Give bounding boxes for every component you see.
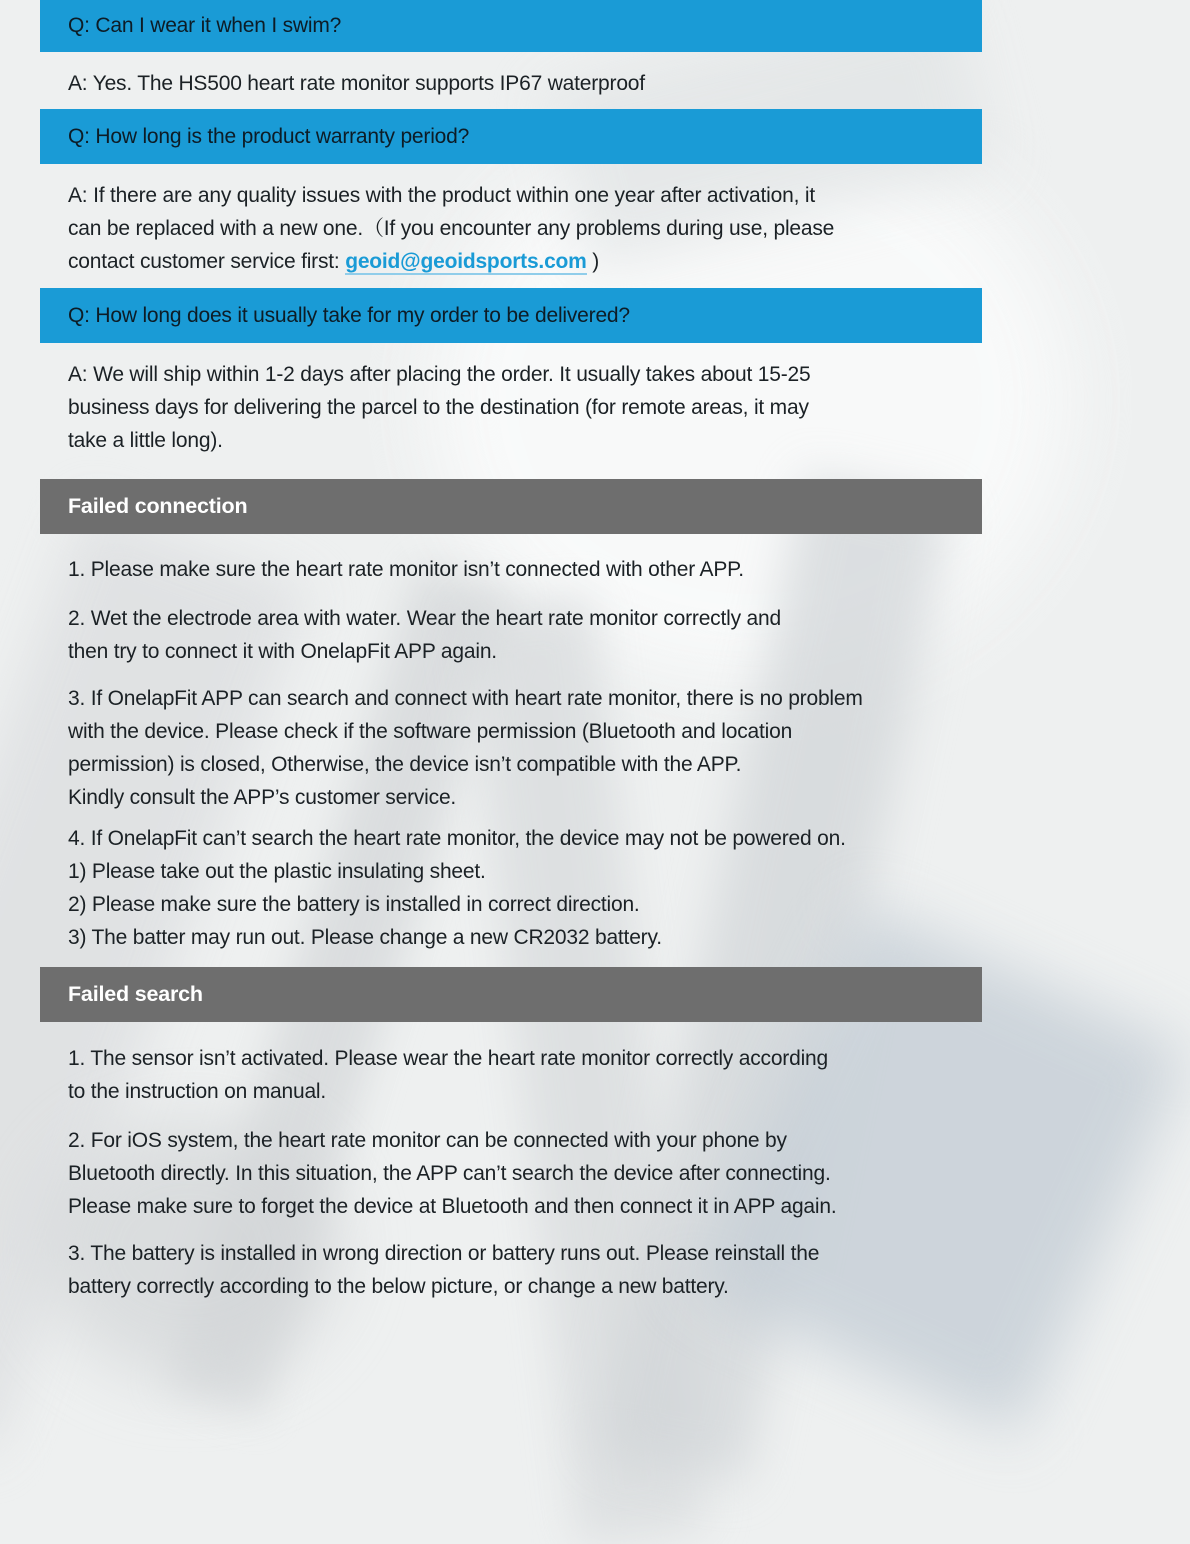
item-line: 3. The battery is installed in wrong direction or battery runs out. Please reinstall the — [68, 1242, 820, 1265]
answer-line: A: Yes. The HS500 heart rate monitor supports IP67 waterproof — [68, 72, 645, 95]
item-line: battery correctly according to the below picture, or change a new battery. — [68, 1275, 729, 1298]
troubleshoot-item — [40, 682, 982, 814]
item-line: 2. Wet the electrode area with water. Wear the heart rate monitor correctly and — [68, 607, 781, 630]
question-text: Q: Can I wear it when I swim? — [68, 14, 342, 37]
answer-line: can be replaced with a new one.（If you encounter any problems during use, please — [68, 217, 835, 240]
item-line: then try to connect it with OnelapFit APP again. — [68, 640, 497, 663]
question-bar-warranty — [40, 109, 982, 164]
item-line: Kindly consult the APP’s customer service. — [68, 786, 457, 809]
item-line: 2) Please make sure the battery is installed in correct direction. — [68, 893, 640, 916]
question-bar-swim — [40, 0, 982, 52]
item-line: Bluetooth directly. In this situation, the APP can’t search the device after connecting. — [68, 1162, 831, 1185]
answer-delivery — [40, 358, 982, 457]
section-title: Failed connection — [68, 494, 248, 518]
troubleshoot-item — [40, 1124, 982, 1223]
troubleshoot-item — [40, 1237, 982, 1303]
item-line: 2. For iOS system, the heart rate monitor can be connected with your phone by — [68, 1129, 787, 1152]
section-title: Failed search — [68, 982, 203, 1006]
item-line: 3) The batter may run out. Please change a new CR2032 battery. — [68, 926, 662, 949]
section-header-failed-connection — [40, 479, 982, 534]
troubleshoot-item — [40, 602, 982, 668]
answer-line: A: If there are any quality issues with the product within one year after activation, it — [68, 184, 815, 207]
item-line: permission) is closed, Otherwise, the device isn’t compatible with the APP. — [68, 753, 742, 776]
item-line: 1. Please make sure the heart rate monitor isn’t connected with other APP. — [68, 558, 744, 581]
item-line: Please make sure to forget the device at Bluetooth and then connect it in APP again. — [68, 1195, 837, 1218]
item-line: 3. If OnelapFit APP can search and connect with heart rate monitor, there is no problem — [68, 687, 863, 710]
question-text: Q: How long does it usually take for my order to be delivered? — [68, 303, 630, 327]
answer-line: business days for delivering the parcel to the destination (for remote areas, it may — [68, 396, 809, 419]
link-suffix-text: ) — [586, 250, 600, 273]
question-text: Q: How long is the product warranty period? — [68, 124, 470, 148]
answer-warranty — [40, 179, 982, 278]
link-prefix-text: contact customer service first: — [68, 250, 346, 273]
question-bar-delivery — [40, 288, 982, 343]
item-line: to the instruction on manual. — [68, 1080, 327, 1103]
support-email-link[interactable]: geoid@geoidsports.com — [345, 250, 587, 273]
answer-swim — [40, 67, 982, 100]
troubleshoot-item — [40, 553, 982, 586]
item-line: 1) Please take out the plastic insulating sheet. — [68, 860, 486, 883]
troubleshoot-item — [40, 1042, 982, 1108]
answer-line: take a little long). — [68, 429, 223, 452]
item-line: 4. If OnelapFit can’t search the heart rate monitor, the device may not be powered on. — [68, 827, 846, 850]
item-line: 1. The sensor isn’t activated. Please wear the heart rate monitor correctly according — [68, 1047, 828, 1070]
answer-line-with-link — [68, 245, 982, 278]
answer-line: A: We will ship within 1-2 days after placing the order. It usually takes about 15-25 — [68, 363, 811, 386]
item-line: with the device. Please check if the software permission (Bluetooth and location — [68, 720, 793, 743]
troubleshoot-item — [40, 822, 982, 954]
section-header-failed-search — [40, 967, 982, 1022]
